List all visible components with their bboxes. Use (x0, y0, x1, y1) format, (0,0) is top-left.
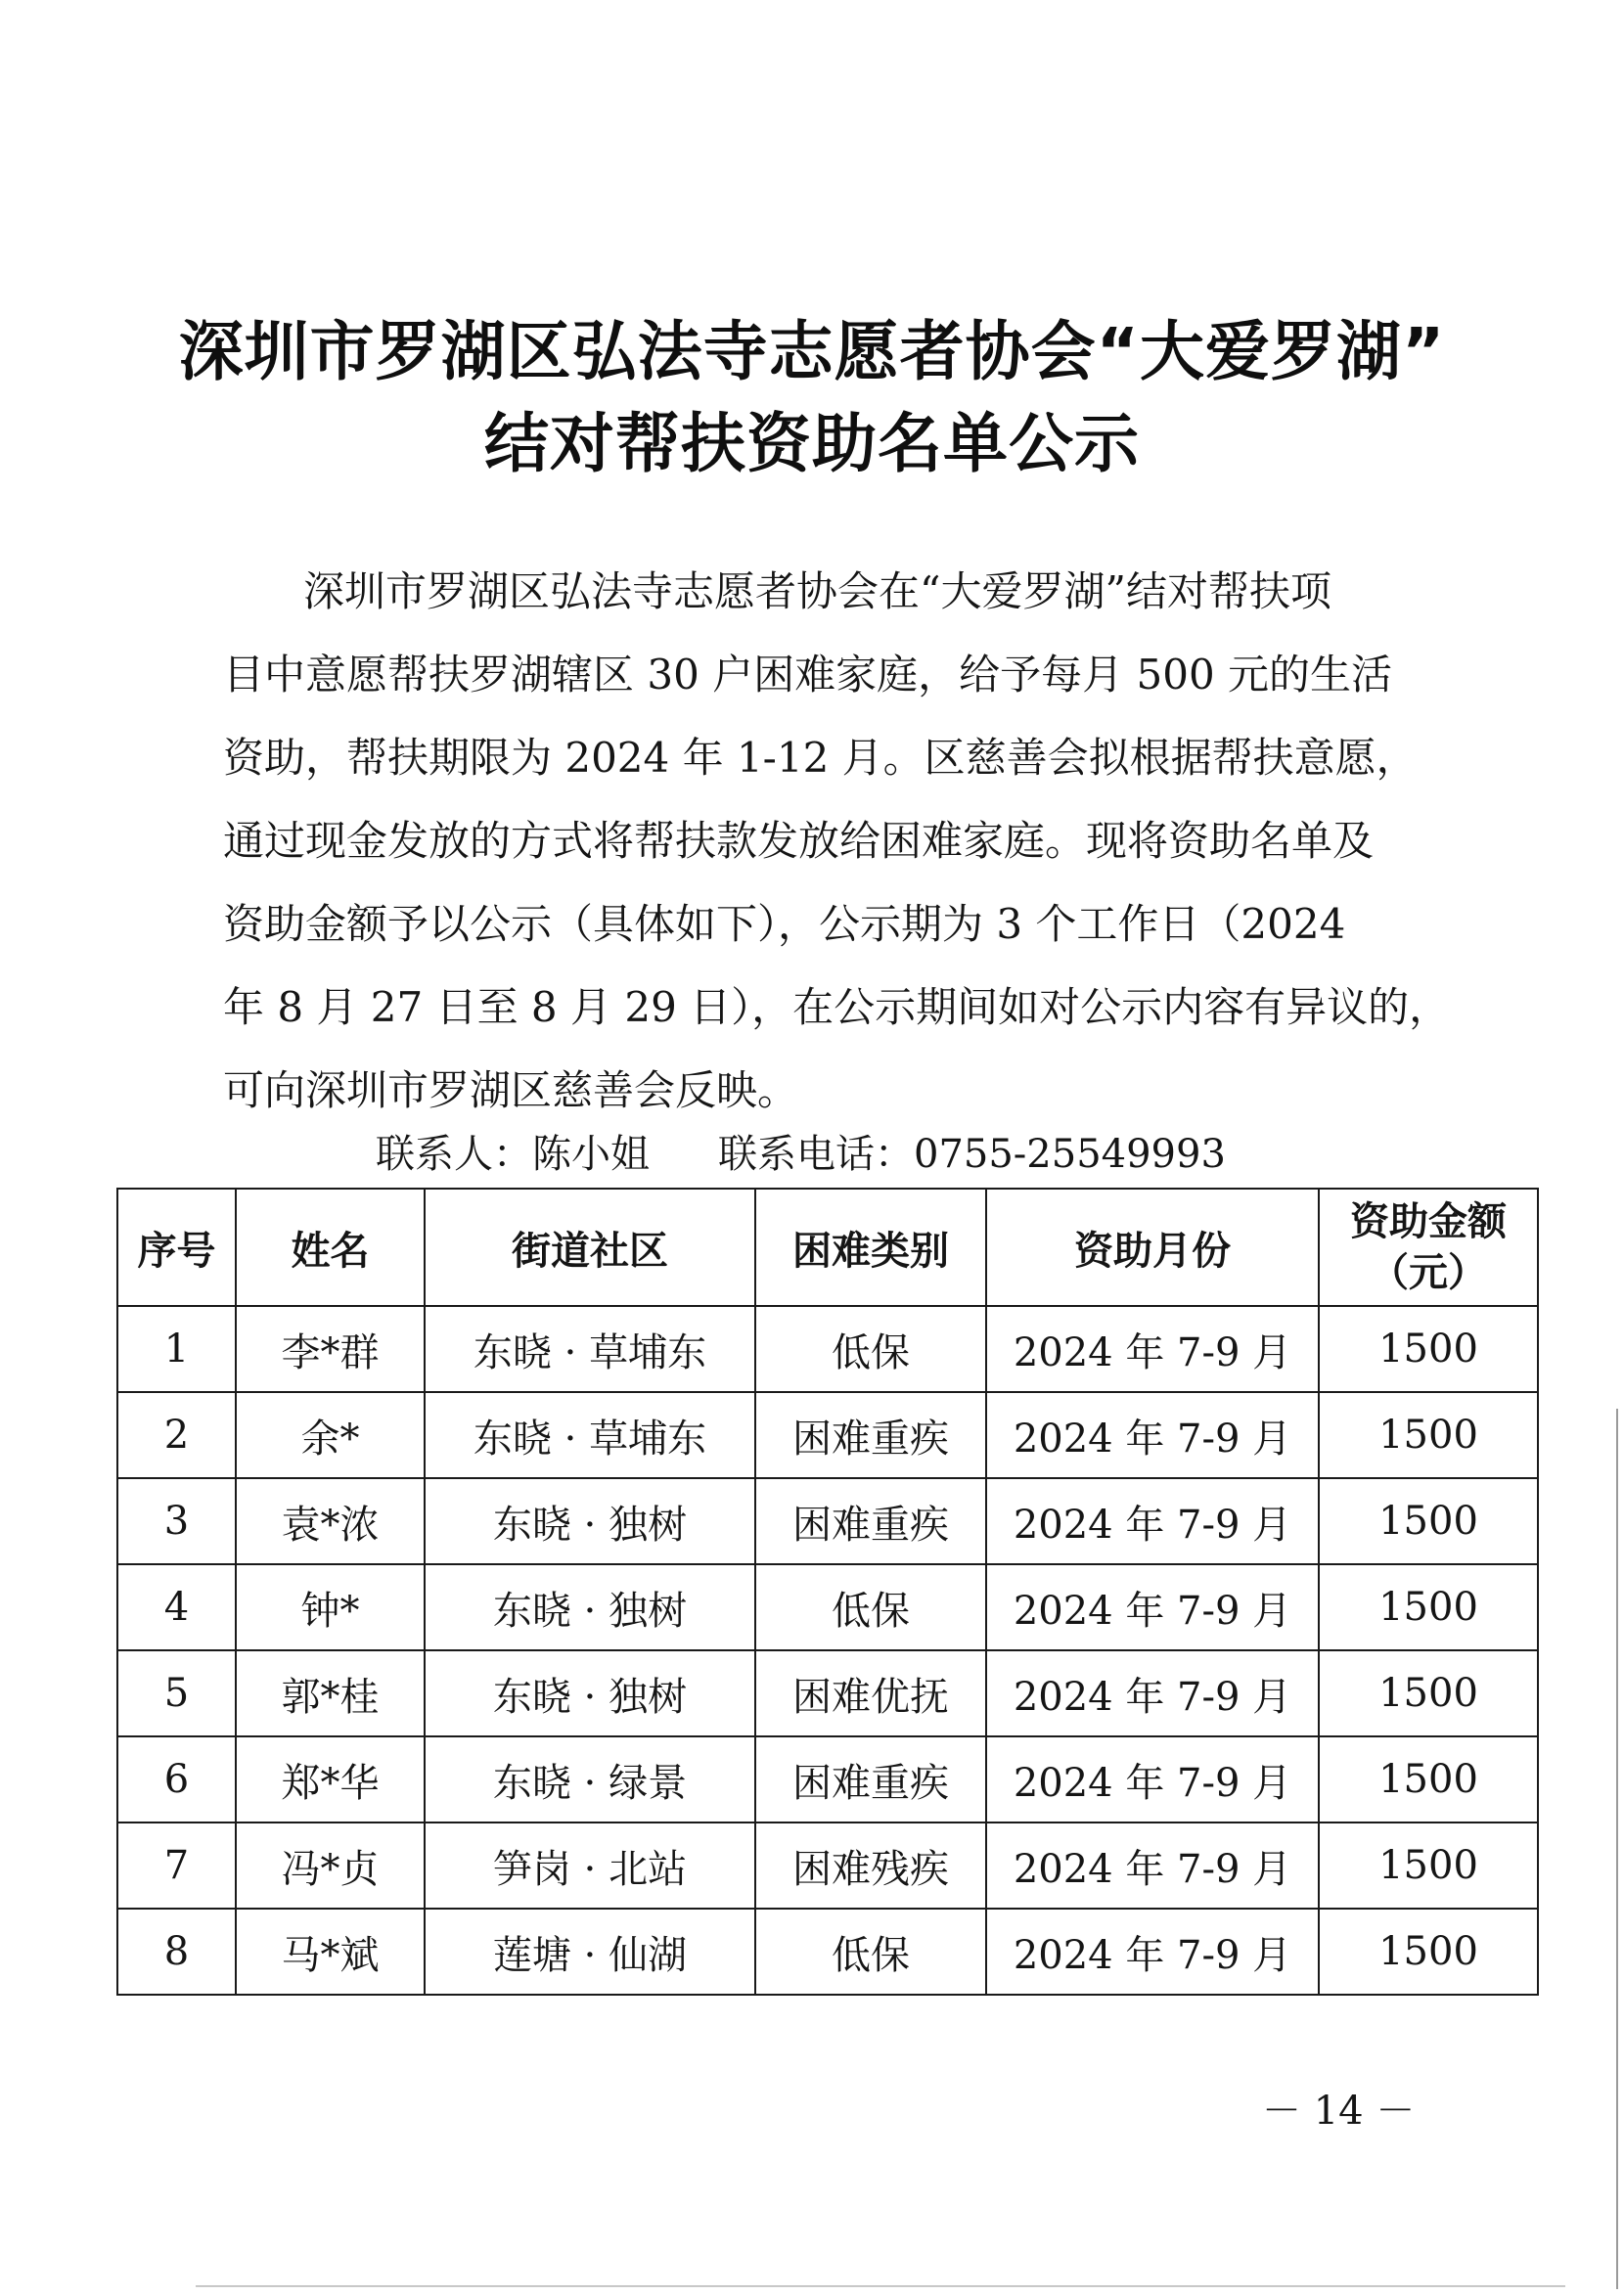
cell-category: 困难重疾 (755, 1736, 986, 1822)
cell-community: 东晓 · 独树 (425, 1650, 755, 1736)
cell-amount: 1500 (1319, 1822, 1538, 1909)
cell-category: 困难重疾 (755, 1392, 986, 1478)
header-amount (1319, 1189, 1538, 1306)
table-row (117, 1478, 1538, 1564)
page-number: － 14 － (1262, 2089, 1416, 2134)
cell-category: 困难重疾 (755, 1478, 986, 1564)
cell-community: 莲塘 · 仙湖 (425, 1909, 755, 1995)
scan-edge-line (1616, 1409, 1618, 2289)
table-header-row (117, 1189, 1538, 1306)
body-paragraph-line: 深圳市罗湖区弘法寺志愿者协会在“大爱罗湖”结对帮扶项 (303, 567, 1331, 615)
body-paragraph-line: 可向深圳市罗湖区慈善会反映。 (223, 1066, 799, 1114)
contact-phone: 联系电话：0755-25549993 (718, 1132, 1226, 1177)
cell-months: 2024 年 7-9 月 (986, 1909, 1319, 1995)
body-paragraph-line: 资助，帮扶期限为 2024 年 1-12 月。区慈善会拟根据帮扶意愿， (223, 734, 1418, 782)
cell-name: 李*群 (236, 1306, 425, 1392)
cell-category: 低保 (755, 1306, 986, 1392)
cell-amount: 1500 (1319, 1392, 1538, 1478)
cell-index: 5 (117, 1650, 236, 1736)
cell-category: 低保 (755, 1909, 986, 1995)
scan-bottom-line (196, 2285, 1565, 2287)
cell-name: 冯*贞 (236, 1822, 425, 1909)
table-row (117, 1564, 1538, 1650)
cell-name: 马*斌 (236, 1909, 425, 1995)
cell-amount: 1500 (1319, 1306, 1538, 1392)
cell-amount: 1500 (1319, 1650, 1538, 1736)
body-paragraph-line: 通过现金发放的方式将帮扶款发放给困难家庭。现将资助名单及 (223, 817, 1375, 865)
contact-person: 联系人：陈小姐 (376, 1132, 650, 1177)
cell-community: 东晓 · 草埔东 (425, 1306, 755, 1392)
cell-name: 郭*桂 (236, 1650, 425, 1736)
cell-community: 东晓 · 独树 (425, 1478, 755, 1564)
cell-category: 困难优抚 (755, 1650, 986, 1736)
cell-months: 2024 年 7-9 月 (986, 1736, 1319, 1822)
cell-index: 3 (117, 1478, 236, 1564)
cell-amount: 1500 (1319, 1564, 1538, 1650)
body-paragraph-line: 资助金额予以公示（具体如下），公示期为 3 个工作日（2024 (223, 900, 1346, 948)
subsidy-list-table (116, 1188, 1539, 1996)
body-paragraph-line: 目中意愿帮扶罗湖辖区 30 户困难家庭，给予每月 500 元的生活 (223, 651, 1393, 698)
cell-name: 钟* (236, 1564, 425, 1650)
cell-community: 东晓 · 绿景 (425, 1736, 755, 1822)
table-row (117, 1909, 1538, 1995)
header-index: 序号 (117, 1189, 236, 1306)
cell-amount: 1500 (1319, 1909, 1538, 1995)
cell-months: 2024 年 7-9 月 (986, 1822, 1319, 1909)
cell-index: 4 (117, 1564, 236, 1650)
cell-months: 2024 年 7-9 月 (986, 1478, 1319, 1564)
table-row (117, 1650, 1538, 1736)
cell-amount: 1500 (1319, 1478, 1538, 1564)
cell-index: 2 (117, 1392, 236, 1478)
table-row (117, 1736, 1538, 1822)
table-row (117, 1306, 1538, 1392)
document-title-line-2: 结对帮扶资助名单公示 (484, 406, 1140, 481)
cell-community: 东晓 · 独树 (425, 1564, 755, 1650)
cell-months: 2024 年 7-9 月 (986, 1392, 1319, 1478)
header-community: 街道社区 (425, 1189, 755, 1306)
cell-name: 余* (236, 1392, 425, 1478)
cell-index: 7 (117, 1822, 236, 1909)
cell-community: 东晓 · 草埔东 (425, 1392, 755, 1478)
contact-line (376, 1130, 1226, 1179)
cell-category: 低保 (755, 1564, 986, 1650)
header-amount-unit: （元） (1370, 1250, 1487, 1295)
cell-months: 2024 年 7-9 月 (986, 1564, 1319, 1650)
body-paragraph-line: 年 8 月 27 日至 8 月 29 日），在公示期间如对公示内容有异议的， (223, 983, 1451, 1031)
cell-index: 6 (117, 1736, 236, 1822)
cell-category: 困难残疾 (755, 1822, 986, 1909)
cell-index: 8 (117, 1909, 236, 1995)
cell-months: 2024 年 7-9 月 (986, 1306, 1319, 1392)
cell-amount: 1500 (1319, 1736, 1538, 1822)
header-category: 困难类别 (755, 1189, 986, 1306)
table-row (117, 1392, 1538, 1478)
cell-name: 袁*浓 (236, 1478, 425, 1564)
document-title-line-1: 深圳市罗湖区弘法寺志愿者协会“大爱罗湖” (178, 314, 1446, 389)
cell-months: 2024 年 7-9 月 (986, 1650, 1319, 1736)
table-body (117, 1306, 1538, 1995)
header-amount-label: 资助金额 (1350, 1199, 1507, 1244)
cell-community: 笋岗 · 北站 (425, 1822, 755, 1909)
table-row (117, 1822, 1538, 1909)
cell-index: 1 (117, 1306, 236, 1392)
header-name: 姓名 (236, 1189, 425, 1306)
header-months: 资助月份 (986, 1189, 1319, 1306)
cell-name: 郑*华 (236, 1736, 425, 1822)
